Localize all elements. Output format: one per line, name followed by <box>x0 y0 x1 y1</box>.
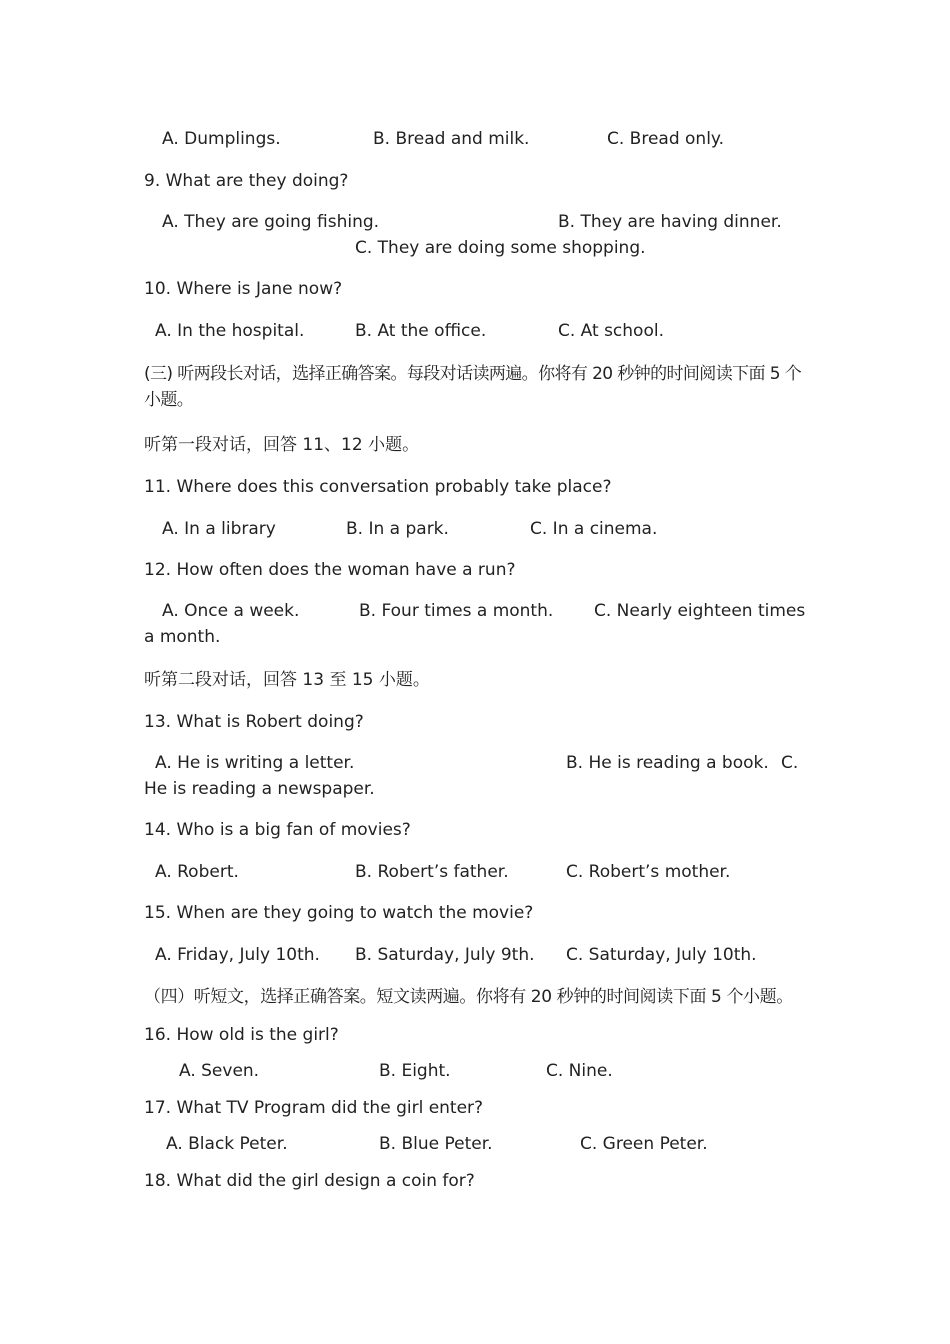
q13-question: 13. What is Robert doing? <box>144 712 364 732</box>
q11-option-a: A. In a library <box>162 519 276 539</box>
q16-option-c: C. Nine. <box>546 1061 613 1081</box>
q15-option-b: B. Saturday, July 9th. <box>355 945 535 965</box>
q13-option-b: B. He is reading a book. <box>566 753 769 773</box>
q18-question: 18. What did the girl design a coin for? <box>144 1171 475 1191</box>
dialogue1-heading: 听第一段对话，回答 11、12 小题。 <box>144 435 420 455</box>
q15-option-c: C. Saturday, July 10th. <box>566 945 757 965</box>
q12-option-c: C. Nearly eighteen times a month. <box>144 601 806 647</box>
q14-option-c: C. Robert’s mother. <box>566 862 731 882</box>
q11-question: 11. Where does this conversation probably take place? <box>144 477 612 497</box>
q8-option-c: C. Bread only. <box>607 129 724 149</box>
q10-question: 10. Where is Jane now? <box>144 279 343 299</box>
q10-option-a: A. In the hospital. <box>155 321 305 341</box>
q17-question: 17. What TV Program did the girl enter? <box>144 1098 484 1118</box>
q15-option-a: A. Friday, July 10th. <box>155 945 320 965</box>
q12-option-b: B. Four times a month. <box>359 601 554 621</box>
section3-instruction: (三) 听两段长对话，选择正确答案。每段对话读两遍。你将有 20 秒钟的时间阅读下面 5 个小题。 <box>144 364 802 410</box>
q14-option-b: B. Robert’s father. <box>355 862 509 882</box>
q12-question: 12. How often does the woman have a run? <box>144 560 516 580</box>
q11-option-c: C. In a cinema. <box>530 519 658 539</box>
q8-option-b: B. Bread and milk. <box>373 129 530 149</box>
q13-option-a: A. He is writing a letter. <box>155 753 355 773</box>
q13-option-c: C. He is reading a newspaper. <box>144 753 799 799</box>
section4-instruction: （四）听短文，选择正确答案。短文读两遍。你将有 20 秒钟的时间阅读下面 5 个小题。 <box>144 987 793 1007</box>
q9-question: 9. What are they doing? <box>144 171 349 191</box>
q12-option-a: A. Once a week. <box>162 601 300 621</box>
q11-option-b: B. In a park. <box>346 519 449 539</box>
q8-option-a: A. Dumplings. <box>162 129 281 149</box>
q17-option-a: A. Black Peter. <box>166 1134 288 1154</box>
q10-option-b: B. At the office. <box>355 321 487 341</box>
q17-option-b: B. Blue Peter. <box>379 1134 493 1154</box>
q16-option-a: A. Seven. <box>179 1061 260 1081</box>
q9-option-c: C. They are doing some shopping. <box>355 238 646 258</box>
q14-question: 14. Who is a big fan of movies? <box>144 820 411 840</box>
q17-option-c: C. Green Peter. <box>580 1134 708 1154</box>
q9-option-b: B. They are having dinner. <box>558 212 782 232</box>
q16-question: 16. How old is the girl? <box>144 1025 339 1045</box>
q16-option-b: B. Eight. <box>379 1061 451 1081</box>
q10-option-c: C. At school. <box>558 321 664 341</box>
dialogue2-heading: 听第二段对话，回答 13 至 15 小题。 <box>144 670 430 690</box>
q9-option-a: A. They are going fishing. <box>162 212 380 232</box>
q15-question: 15. When are they going to watch the movie? <box>144 903 534 923</box>
q14-option-a: A. Robert. <box>155 862 239 882</box>
